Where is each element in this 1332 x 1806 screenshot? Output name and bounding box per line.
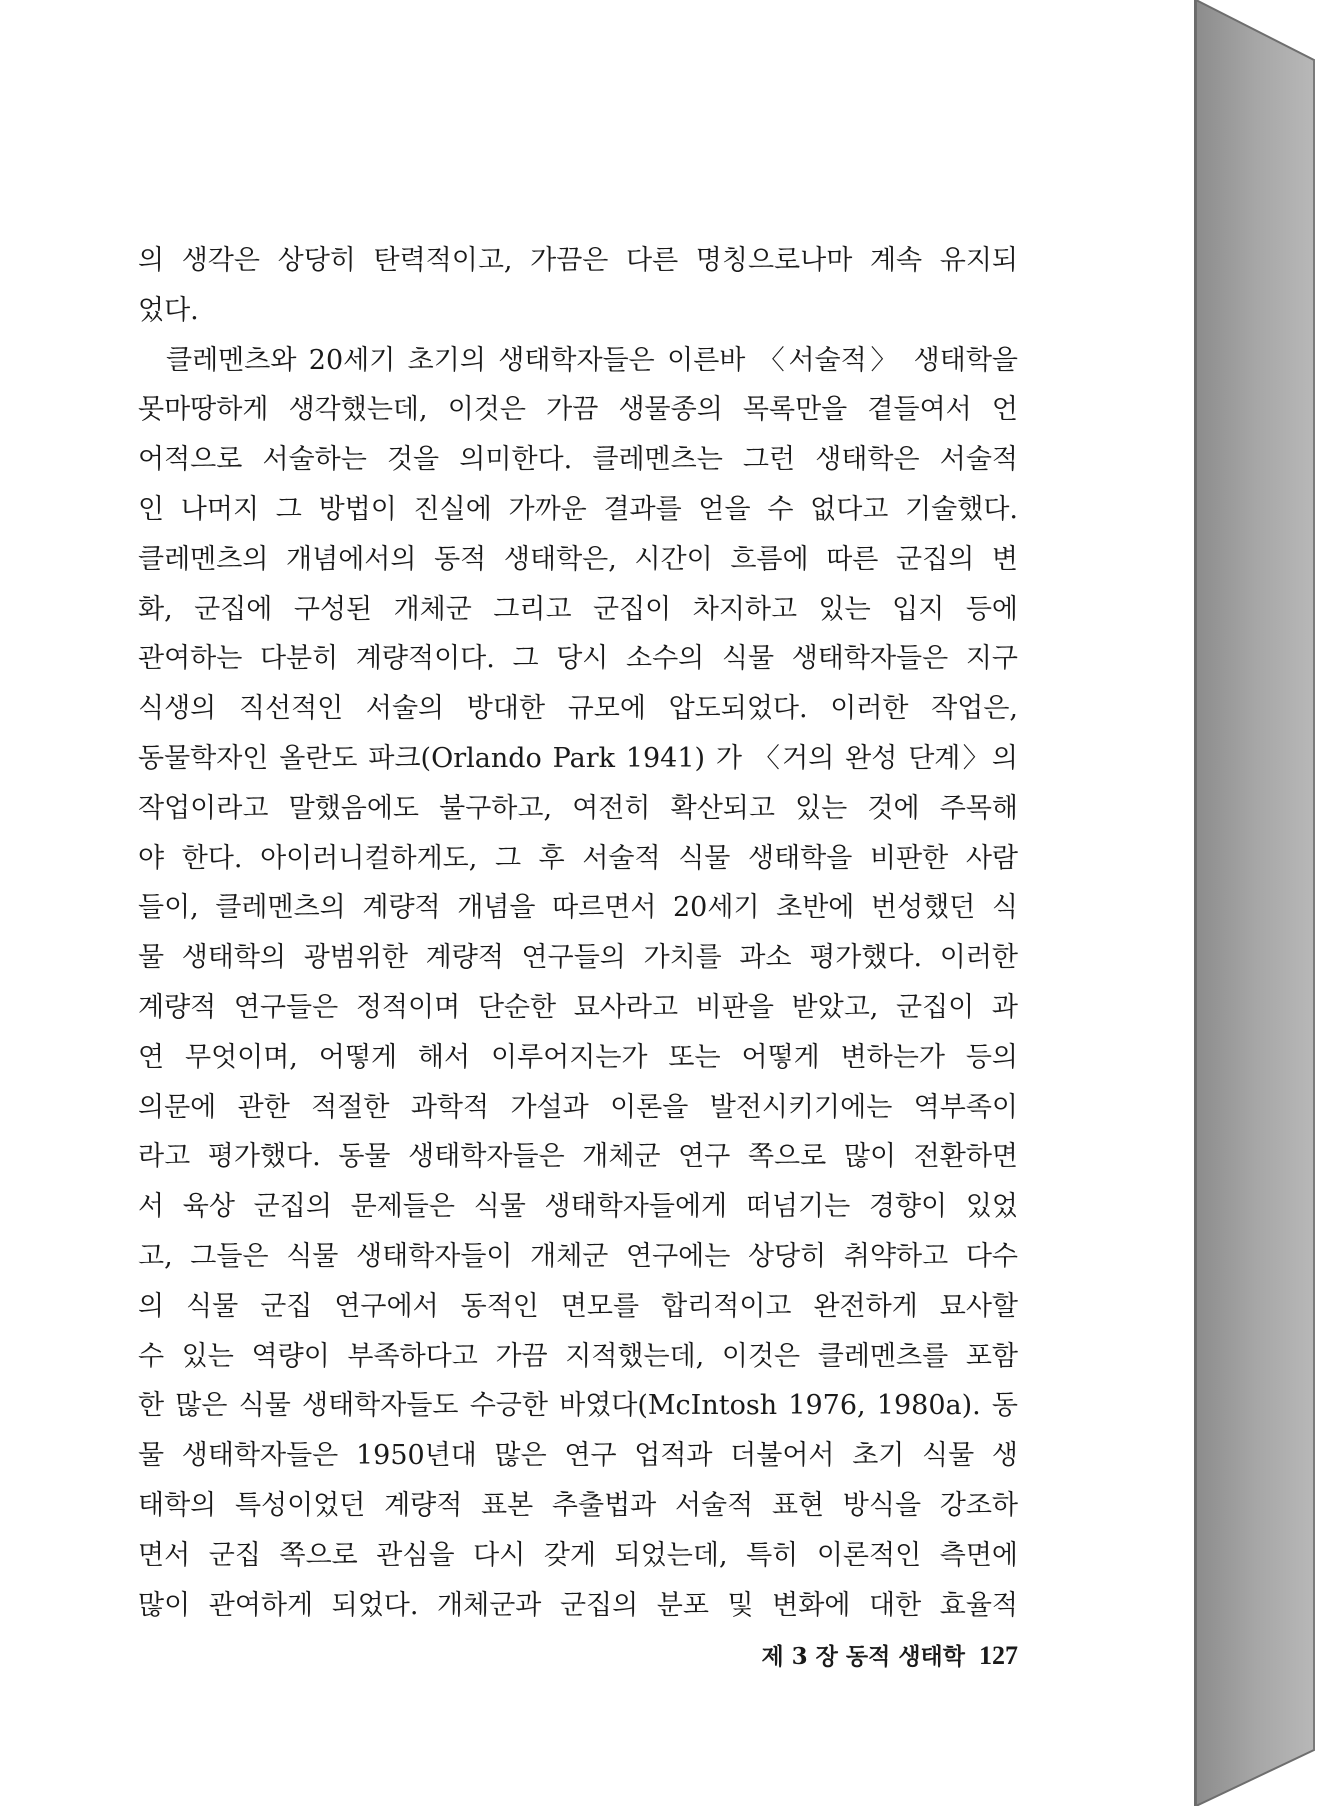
text-line: 의문에 관한 적절한 과학적 가설과 이론을 발전시키기에는 역부족이 bbox=[138, 1091, 1018, 1123]
text-line: 수 있는 역량이 부족하다고 가끔 지적했는데, 이것은 클레멘츠를 포함 bbox=[138, 1340, 1018, 1372]
text-line: 못마땅하게 생각했는데, 이것은 가끔 생물종의 목록만을 곁들여서 언 bbox=[138, 394, 1018, 426]
text-line: 화, 군집에 구성된 개체군 그리고 군집이 차지하고 있는 입지 등에 bbox=[138, 593, 1018, 625]
text-line: 식생의 직선적인 서술의 방대한 규모에 압도되었다. 이러한 작업은, bbox=[138, 693, 1018, 725]
text-line: 많이 관여하게 되었다. 개체군과 군집의 분포 및 변화에 대한 효율적 bbox=[138, 1589, 1018, 1621]
text-line: 었다. bbox=[138, 294, 199, 326]
text-line: 물 생태학자들은 1950년대 많은 연구 업적과 더불어서 초기 식물 생 bbox=[138, 1440, 1018, 1472]
page-number: 127 bbox=[979, 1641, 1018, 1670]
text-line: 물 생태학의 광범위한 계량적 연구들의 가치를 과소 평가했다. 이러한 bbox=[138, 942, 1018, 974]
text-line: 고, 그들은 식물 생태학자들이 개체군 연구에는 상당히 취약하고 다수 bbox=[138, 1240, 1018, 1272]
text-line: 한 많은 식물 생태학자들도 수긍한 바였다(McIntosh 1976, 1980a). 동 bbox=[138, 1390, 1018, 1422]
text-line: 작업이라고 말했음에도 불구하고, 여전히 확산되고 있는 것에 주목해 bbox=[138, 792, 1018, 824]
text-line: 태학의 특성이었던 계량적 표본 추출법과 서술적 표현 방식을 강조하 bbox=[138, 1489, 1018, 1521]
text-line: 의 식물 군집 연구에서 동적인 면모를 합리적이고 완전하게 묘사할 bbox=[138, 1290, 1018, 1322]
text-line: 면서 군집 쪽으로 관심을 다시 갖게 되었는데, 특히 이론적인 측면에 bbox=[138, 1539, 1018, 1571]
chapter-title: 제 3 장 동적 생태학 bbox=[761, 1643, 965, 1670]
text-line: 의 생각은 상당히 탄력적이고, 가끔은 다른 명칭으로나마 계속 유지되 bbox=[138, 245, 1018, 276]
text-line: 관여하는 다분히 계량적이다. 그 당시 소수의 식물 생태학자들은 지구 bbox=[138, 643, 1018, 675]
book-edge bbox=[1196, 0, 1332, 1806]
text-line: 서 육상 군집의 문제들은 식물 생태학자들에게 떠넘기는 경향이 있었 bbox=[138, 1191, 1018, 1223]
text-line: 클레멘츠와 20세기 초기의 생태학자들은 이른바 〈서술적〉 생태학을 bbox=[166, 344, 1018, 376]
text-line: 들이, 클레멘츠의 계량적 개념을 따르면서 20세기 초반에 번성했던 식 bbox=[138, 892, 1018, 924]
text-line: 클레멘츠의 개념에서의 동적 생태학은, 시간이 흐름에 따른 군집의 변 bbox=[138, 543, 1018, 575]
text-line: 라고 평가했다. 동물 생태학자들은 개체군 연구 쪽으로 많이 전환하면 bbox=[138, 1141, 1018, 1173]
text-line: 연 무엇이며, 어떻게 해서 이루어지는가 또는 어떻게 변하는가 등의 bbox=[138, 1041, 1018, 1073]
text-line: 야 한다. 아이러니컬하게도, 그 후 서술적 식물 생태학을 비판한 사람 bbox=[138, 842, 1018, 874]
text-line: 계량적 연구들은 정적이며 단순한 묘사라고 비판을 받았고, 군집이 과 bbox=[138, 991, 1018, 1023]
text-line: 동물학자인 올란도 파크(Orlando Park 1941) 가 〈거의 완성 단계〉의 bbox=[138, 742, 1018, 774]
text-line: 인 나머지 그 방법이 진실에 가까운 결과를 얻을 수 없다고 기술했다. bbox=[138, 493, 1018, 525]
text-line: 어적으로 서술하는 것을 의미한다. 클레멘츠는 그런 생태학은 서술적 bbox=[138, 444, 1018, 476]
body-text bbox=[138, 236, 1018, 1630]
page-footer bbox=[740, 1638, 1018, 1671]
